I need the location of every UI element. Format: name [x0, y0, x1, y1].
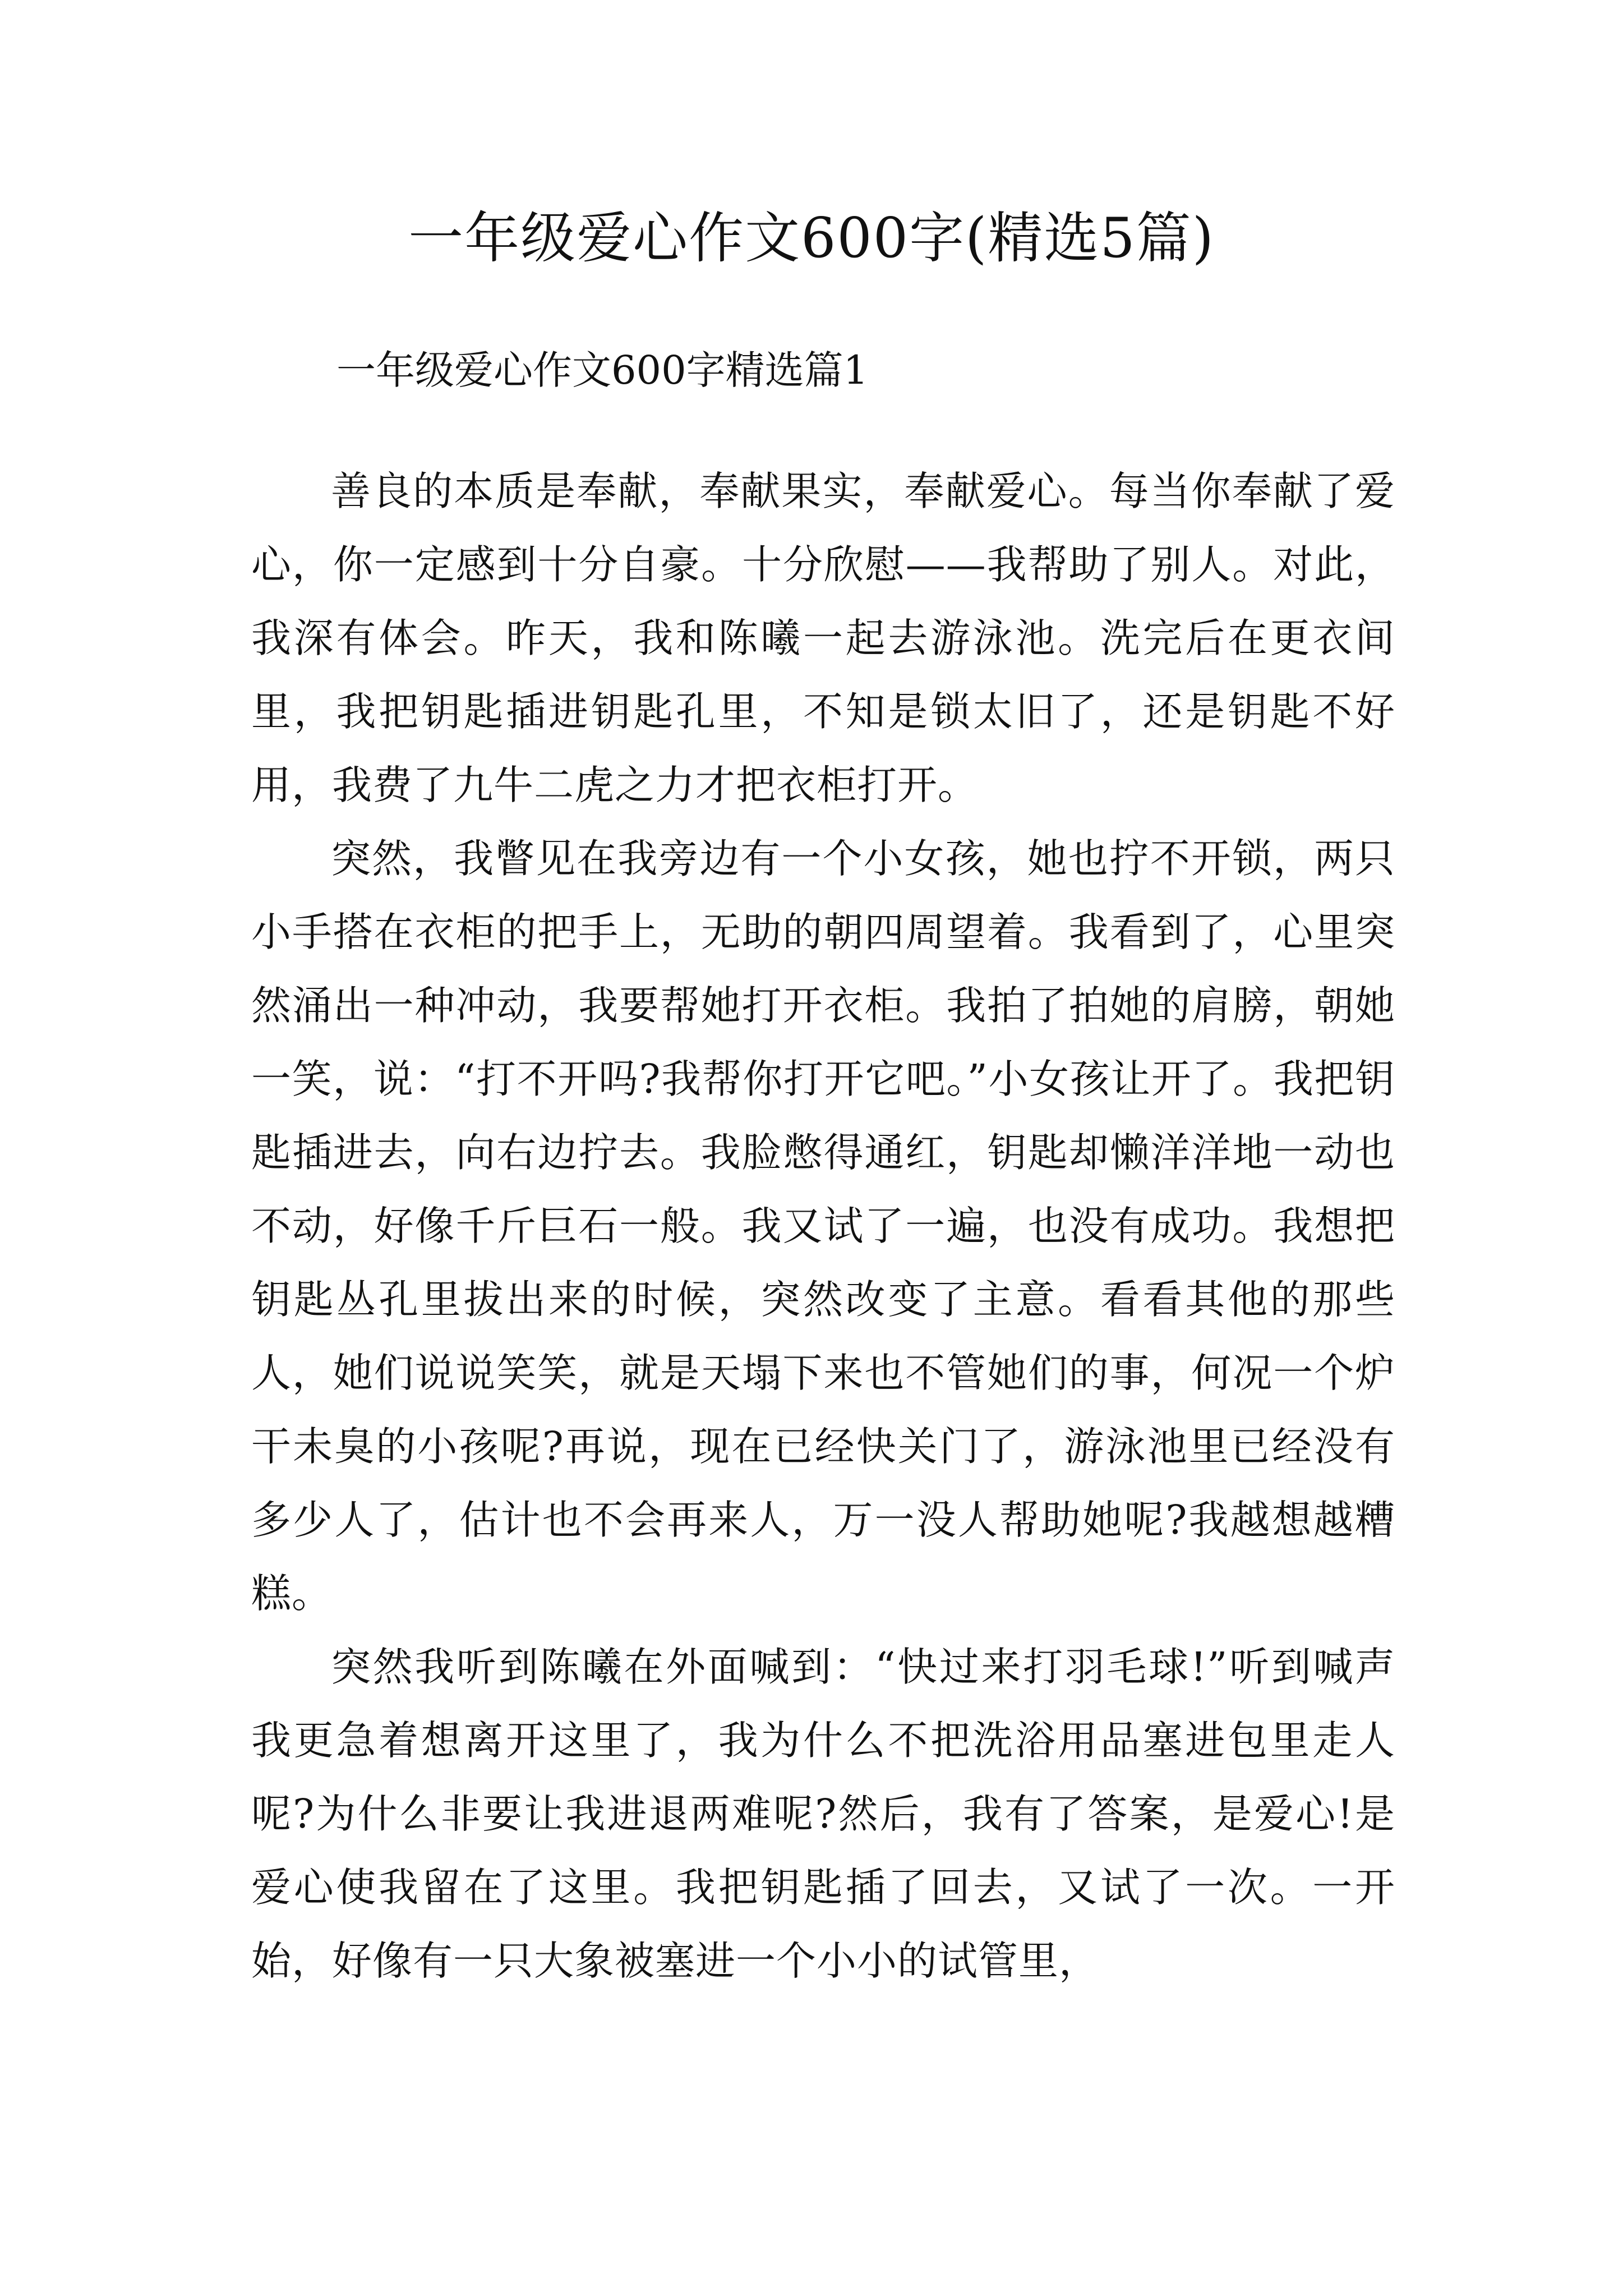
document-title: 一年级爱心作文600字(精选5篇) — [408, 206, 1215, 270]
paragraph: 突然，我瞥见在我旁边有一个小女孩，她也拧不开锁，两只小手搭在衣柜的把手上，无助的朝四周望着。我看到了，心里突然涌出一种冲动，我要帮她打开衣柜。我拍了拍她的肩膀，朝她一笑，说：“打不开吗?我帮你打开它吧。”小女孩让开了。我把钥匙插进去，向右边拧去。我脸憋得通红，钥匙却懒洋洋地一动也不动，好像千斤巨石一般。我又试了一遍，也没有成功。我想把钥匙丛孔里拔出来的时候，突然改变了主意。看看其他的那些人，她们说说笑笑，就是天塌下来也不管她们的事，何况一个炉干未臭的小孩呢?再说，现在已经快关门了，游泳池里已经没有多少人了，估计也不会再来人，万一没人帮助她呢?我越想越糟糕。 — [251, 835, 1395, 1617]
article-body — [251, 454, 1395, 1998]
section-heading: 一年级爱心作文600字精选篇1 — [336, 347, 869, 393]
paragraph: 突然我听到陈曦在外面喊到：“快过来打羽毛球!”听到喊声我更急着想离开这里了，我为什么不把洗浴用品塞进包里走人呢?为什么非要让我进退两难呢?然后，我有了答案，是爱心!是爱心使我留在了这里。我把钥匙插了回去，又试了一次。一开始，好像有一只大象被塞进一个小小的试管里， — [251, 1644, 1395, 1984]
paragraph: 善良的本质是奉献，奉献果实，奉献爱心。每当你奉献了爱心，你一定感到十分自豪。十分欣慰——我帮助了别人。对此，我深有体会。昨天，我和陈曦一起去游泳池。洗完后在更衣间里，我把钥匙插进钥匙孔里，不知是锁太旧了，还是钥匙不好用，我费了九牛二虎之力才把衣柜打开。 — [251, 468, 1395, 808]
